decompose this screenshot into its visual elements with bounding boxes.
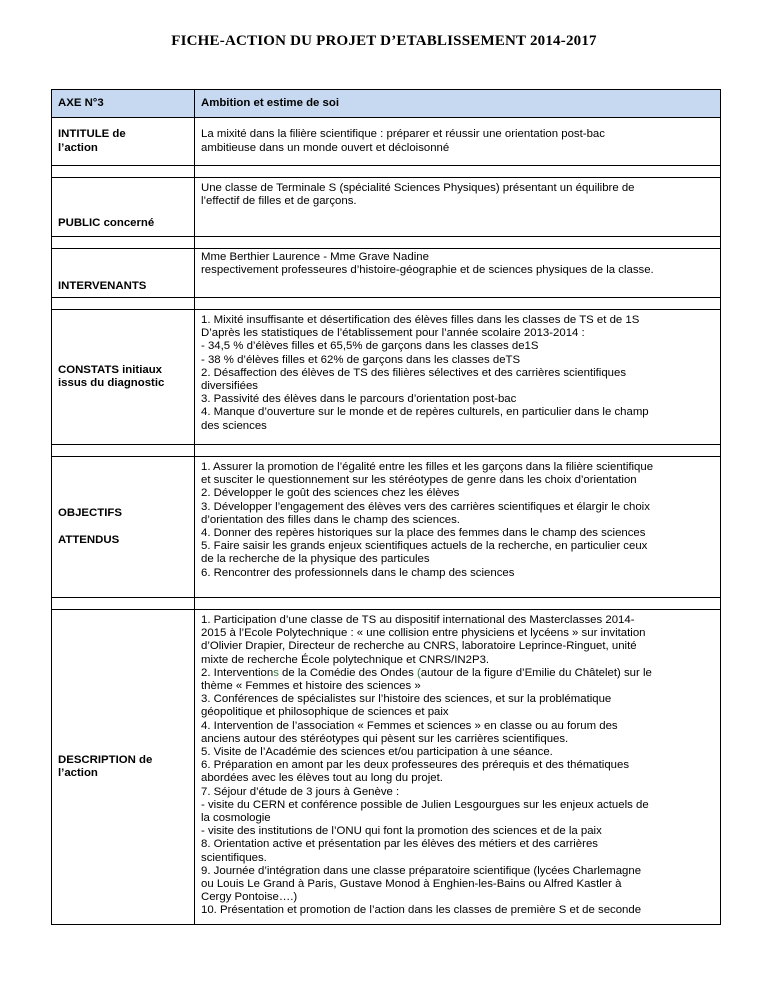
objectifs-label-line-1: OBJECTIFS (58, 506, 122, 519)
objectifs-line: 3. Développer l’engagement des élèves vers des carrières scientifiques et élargir le choix (201, 500, 650, 513)
spacer-row (52, 598, 721, 610)
description-line: 7. Séjour d’étude de 3 jours à Genève : (201, 785, 400, 798)
intervenants-row (52, 249, 721, 298)
objectifs-text (195, 457, 721, 598)
intitule-label (52, 118, 195, 166)
intitule-row (52, 118, 721, 166)
spacer-row (52, 445, 721, 457)
objectifs-line: 4. Donner des repères historiques sur la place des femmes dans le champ des sciences (201, 527, 646, 540)
intervenants-line-2: respectivement professeures d’histoire-géographie et de sciences physiques de la classe. (201, 264, 654, 277)
spacer-row (52, 298, 721, 310)
page-title: FICHE-ACTION DU PROJET D’ETABLISSEMENT 2014-2017 (171, 33, 597, 49)
description-line-intervention (201, 667, 714, 680)
constats-line: - 34,5 % d’élèves filles et 65,5% de garçons dans les classes de1S (201, 340, 539, 353)
objectifs-line: de la recherche de la physique des particules (201, 553, 430, 566)
constats-line: D’après les statistiques de l’établissement pour l’année scolaire 2013-2014 : (201, 327, 585, 340)
description-line: 8. Orientation active et présentation par les élèves des métiers et des carrières (201, 838, 598, 851)
description-line: d’Olivier Drapier, Directeur de recherche au CNRS, laboratoire Leprince-Ringuet, unité (201, 640, 637, 653)
constats-line: 4. Manque d’ouverture sur le monde et de repères culturels, en particulier dans le champ (201, 406, 649, 419)
description-line: Cergy Pontoise….) (201, 891, 298, 904)
description-line: - visite du CERN et conférence possible de Julien Lesgourgues sur les enjeux actuels de (201, 798, 649, 811)
constats-line: des sciences (201, 419, 267, 432)
description-line: 1. Participation d’une classe de TS au dispositif international des Masterclasses 2014- (201, 614, 635, 626)
description-line: thème « Femmes et histoire des sciences » (201, 680, 421, 693)
intervenants-text (195, 249, 721, 298)
description-label-line-2: l’action (58, 766, 98, 779)
intitule-label-line-1: INTITULE de (58, 128, 126, 141)
text-segment: de la Comédie des Ondes (278, 666, 417, 679)
intervenants-label: INTERVENANTS (52, 249, 195, 298)
objectifs-line: 6. Rencontrer des professionnels dans le champ des sciences (201, 566, 515, 579)
description-line: mixte de recherche École polytechnique et CNRS/IN2P3. (201, 653, 490, 666)
constats-line: - 38 % d’élèves filles et 62% de garçons dans les classes deTS (201, 353, 521, 366)
highlight-segment: ( (416, 666, 421, 679)
text-segment: autour de la figure d’Emilie du Châtelet) sur le (420, 666, 652, 679)
description-line: - visite des institutions de l’ONU qui font la promotion des sciences et de la paix (201, 825, 602, 838)
highlight-segment: s (273, 666, 279, 679)
description-line: 9. Journée d’intégration dans une classe préparatoire scientifique (lycées Charlemagne (201, 864, 642, 877)
description-line: 6. Préparation en amont par les deux professeures des prérequis et des thématiques (201, 759, 630, 772)
objectifs-line: 5. Faire saisir les grands enjeux scientifiques actuels de la recherche, en particulier ceux (201, 540, 648, 553)
description-line: géopolitique et philosophique de sciences et paix (201, 706, 449, 719)
objectifs-line: 2. Développer le goût des sciences chez les élèves (201, 487, 460, 500)
objectifs-row (52, 457, 721, 598)
constats-text (195, 310, 721, 445)
description-line: scientifiques. (201, 851, 267, 864)
description-line: 4. Intervention de l’association « Femmes et sciences » en classe ou au forum des (201, 719, 618, 732)
public-label: PUBLIC concerné (52, 178, 195, 237)
spacer-row (52, 237, 721, 249)
description-row (52, 610, 721, 925)
description-text (195, 610, 721, 925)
constats-label-line-1: CONSTATS initiaux (58, 363, 162, 376)
description-label-line-1: DESCRIPTION de (58, 753, 153, 766)
intitule-label-line-2: l’action (58, 141, 98, 154)
objectifs-label (52, 457, 195, 598)
objectifs-line: 1. Assurer la promotion de l’égalité entre les filles et les garçons dans la filière scientifique (201, 461, 654, 473)
description-line: anciens autour des stéréotypes qui pèsent sur les carrières scientifiques. (201, 732, 569, 745)
description-line: la cosmologie (201, 812, 271, 825)
description-line: 2015 à l’Ecole Polytechnique : « une collision entre physiciens et lycéens » sur invitation (201, 627, 646, 640)
description-line: abordées avec les élèves tout au long du projet. (201, 772, 443, 785)
constats-line: 1. Mixité insuffisante et désertification des élèves filles dans les classes de TS et de 1S (201, 314, 640, 326)
intervenants-line-1: Mme Berthier Laurence - Mme Grave Nadine (201, 251, 429, 263)
constats-label-line-2: issus du diagnostic (58, 377, 165, 389)
description-line: 3. Conférences de spécialistes sur l’histoire des sciences, et sur la problématique (201, 693, 612, 706)
constats-line: 3. Passivité des élèves dans le parcours d’orientation post-bac (201, 393, 517, 406)
intitule-text (195, 118, 721, 166)
axis-value: Ambition et estime de soi (195, 90, 721, 118)
text-segment: 2. Intervention (201, 666, 274, 679)
description-line: 5. Visite de l’Académie des sciences et/ou participation à une séance. (201, 746, 553, 759)
intitule-line-1: La mixité dans la filière scientifique : préparer et réussir une orientation post-bac (201, 128, 605, 141)
intitule-line-2: ambitieuse dans un monde ouvert et décloisonné (201, 141, 450, 154)
public-row (52, 178, 721, 237)
public-line-1: Une classe de Terminale S (spécialité Sciences Physiques) présentant un équilibre de (201, 182, 635, 194)
description-line: 10. Présentation et promotion de l’action dans les classes de première S et de seconde (201, 904, 642, 917)
constats-label (52, 310, 195, 445)
public-line-2: l’effectif de filles et de garçons. (201, 195, 357, 208)
public-text (195, 178, 721, 237)
description-line: ou Louis Le Grand à Paris, Gustave Monod à Enghien-les-Bains ou Alfred Kastler à (201, 878, 622, 891)
action-sheet-table (51, 89, 721, 925)
spacer-row (52, 166, 721, 178)
objectifs-line: et susciter le questionnement sur les stéréotypes de genre dans les choix d’orientation (201, 474, 637, 487)
axis-row (52, 90, 721, 118)
axis-label: AXE N°3 (52, 90, 195, 118)
description-label (52, 610, 195, 925)
objectifs-label-line-2: ATTENDUS (58, 534, 120, 546)
constats-row (52, 310, 721, 445)
objectifs-line: d’orientation des filles dans le champ des sciences. (201, 513, 460, 526)
constats-line: 2. Désaffection des élèves de TS des filières sélectives et des carrières scientifiques (201, 366, 627, 379)
constats-line: diversifiées (201, 380, 258, 393)
label-gap (58, 520, 188, 534)
